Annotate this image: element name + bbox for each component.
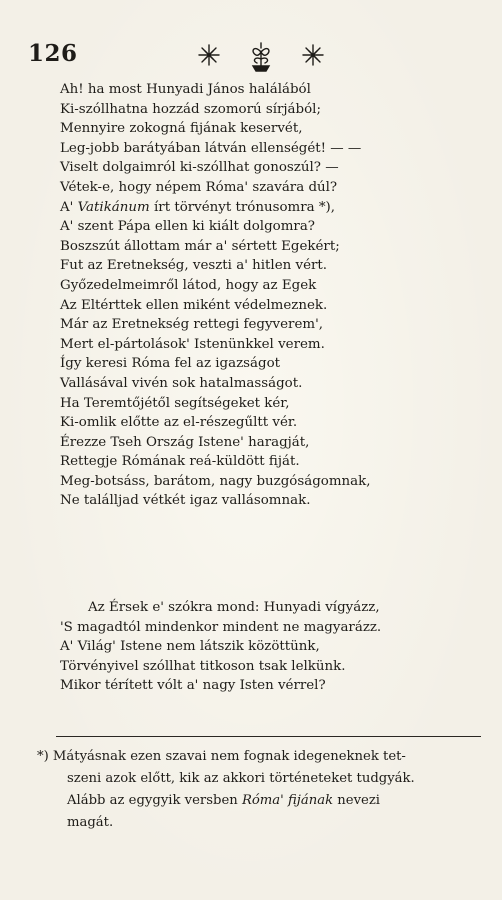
footnote-line [37, 790, 482, 812]
poem-line: 'S magadtól mindenkor mindent ne magyarázz. [60, 619, 382, 635]
poem-line: Boszszút állottam már a' sértett Egekért; [60, 238, 340, 254]
poem-line: Mert el-pártolások' Istenünkkel verem. [60, 336, 325, 352]
poem-line: Mikor térített vólt a' nagy Isten vérrel? [60, 678, 326, 694]
poem-line: Ha Teremtőjétől segítségeket kér, [60, 395, 290, 411]
poem-line [60, 198, 480, 218]
footnote-line: magát. [67, 815, 114, 830]
poem-line: Győzedelmeimről látod, hogy az Egek [60, 277, 317, 293]
floral-vignette-icon [196, 40, 326, 74]
italic-text: Róma' fijának [241, 793, 334, 808]
text-segment: A' [60, 199, 78, 215]
text-segment: írt törvényt trónusomra *), [149, 199, 336, 215]
text-segment: nevezi [333, 793, 381, 808]
footnote-line: szeni azok előtt, kik az akkori történeteket tudgyák. [67, 771, 415, 786]
poem-line: Vétek-e, hogy népem Róma' szavára dúl? [60, 179, 338, 195]
poem-line: A' Világ' Istene nem látszik közöttünk, [60, 639, 320, 655]
italic-text: Vatikánum [77, 199, 150, 215]
page-number: 126 [28, 40, 78, 67]
poem-line: Ki-omlik előtte az el-részegűltt vér. [60, 415, 298, 431]
poem-line: Fut az Eretnekség, veszti a' hitlen vért. [60, 258, 328, 274]
poem-line: Mennyire zokogná fijának keservét, [60, 121, 303, 137]
footnote [37, 746, 482, 834]
poem-line: A' szent Pápa ellen ki kiált dolgomra? [60, 219, 315, 235]
poem-line: Viselt dolgaimról ki-szóllhat gonoszúl? — [60, 160, 339, 176]
poem-line: Érezze Tseh Ország Istene' haragját, [60, 434, 310, 450]
poem-line: Rettegje Rómának reá-küldött fiját. [60, 454, 300, 470]
poem-line: Leg-jobb barátyában látván ellenségét! — — [60, 140, 362, 156]
poem-stanza-1 [60, 80, 480, 511]
poem-line: Így keresi Róma fel az igazságot [60, 356, 281, 372]
poem-stanza-2 [60, 598, 480, 696]
poem-line: Törvényivel szóllhat titkoson tsak lelkünk. [60, 658, 346, 674]
poem-line: Meg-botsáss, barátom, nagy buzgóságomnak, [60, 473, 371, 489]
poem-line: Már az Eretnekség rettegi fegyverem', [60, 317, 324, 333]
text-segment: Alább az egygyik versben [67, 793, 242, 808]
footnote-line: *) Mátyásnak ezen szavai nem fognak idegeneknek tet- [37, 749, 406, 764]
poem-line: Ne találljad vétkét igaz vallásomnak. [60, 493, 311, 509]
poem-line: Az Érsek e' szókra mond: Hunyadi vígyázz, [88, 600, 380, 615]
poem-line: Vallásával vivén sok hatalmasságot. [60, 375, 303, 391]
poem-line: Ah! ha most Hunyadi János halálából [60, 82, 311, 97]
poem-line: Ki-szóllhatna hozzád szomorú sírjából; [60, 101, 321, 117]
poem-line: Az Eltérttek ellen miként védelmeznek. [60, 297, 328, 313]
footnote-divider [56, 736, 481, 737]
